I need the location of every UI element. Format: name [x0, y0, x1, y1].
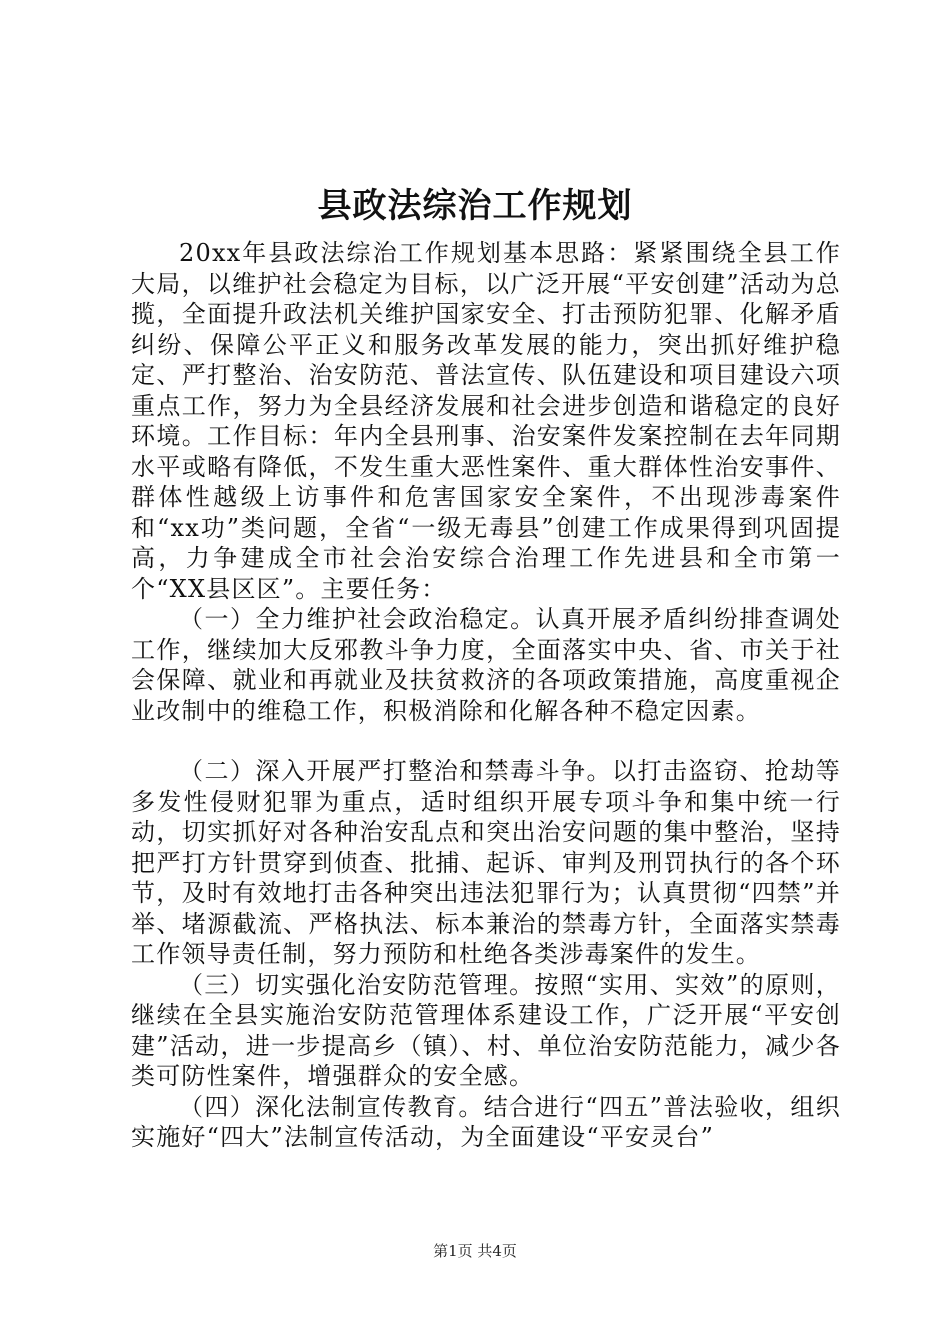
paragraph-task-2: （二）深入开展严打整治和禁毒斗争。以打击盗窃、抢劫等多发性侵财犯罪为重点，适时组织开展专项斗争和集中统一行动，切实抓好对各种治安乱点和突出治安问题的集中整治，坚持把严打方针贯穿到侦查、批捕、起诉、审判及刑罚执行的各个环节，及时有效地打击各种突出违法犯罪行为；认真贯彻“四禁”并举、堵源截流、严格执法、标本兼治的禁毒方针，全面落实禁毒工作领导责任制，努力预防和杜绝各类涉毒案件的发生。	[131, 757, 841, 968]
paragraph-task-1: （一）全力维护社会政治稳定。认真开展矛盾纠纷排查调处工作，继续加大反邪教斗争力度，全面落实中央、省、市关于社会保障、就业和再就业及扶贫救济的各项政策措施，高度重视企业改制中的维稳工作，积极消除和化解各种不稳定因素。	[131, 605, 841, 725]
document-body	[131, 238, 841, 1153]
paragraph-task-3: （三）切实强化治安防范管理。按照“实用、实效”的原则，继续在全县实施治安防范管理体系建设工作，广泛开展“平安创建”活动，进一步提高乡（镇）、村、单位治安防范能力，减少各类可防性案件，增强群众的安全感。	[131, 970, 841, 1090]
paragraph-task-4: （四）深化法制宣传教育。结合进行“四五”普法验收，组织实施好“四大”法制宣传活动，为全面建设“平安灵台”	[131, 1092, 841, 1151]
paragraph-intro: 20xx年县政法综治工作规划基本思路：紧紧围绕全县工作大局，以维护社会稳定为目标，以广泛开展“平安创建”活动为总揽，全面提升政法机关维护国家安全、打击预防犯罪、化解矛盾纠纷、保障公平正义和服务改革发展的能力，突出抓好维护稳定、严打整治、治安防范、普法宣传、队伍建设和项目建设六项重点工作，努力为全县经济发展和社会进步创造和谐稳定的良好环境。工作目标：年内全县刑事、治安案件发案控制在去年同期水平或略有降低，不发生重大恶性案件、重大群体性治安事件、群体性越级上访事件和危害国家安全案件，不出现涉毒案件和“xx功”类问题，全省“一级无毒县”创建工作成果得到巩固提高，力争建成全市社会治安综合治理工作先进县和全市第一个“XX县区区”。主要任务：	[131, 239, 841, 603]
document-title: 县政法综治工作规划	[317, 186, 633, 226]
page-footer: 第1页 共4页	[433, 1242, 517, 1260]
